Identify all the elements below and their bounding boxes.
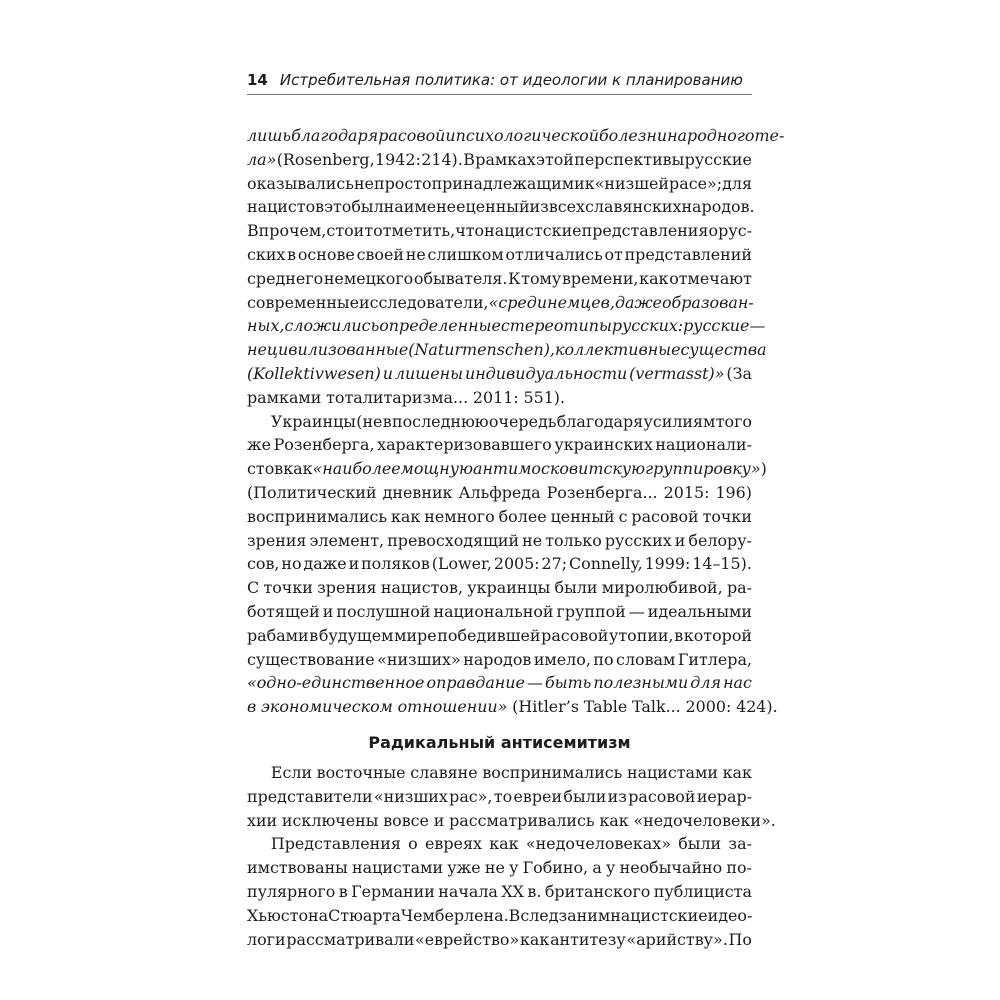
text-word: нацистские: [610, 905, 708, 925]
text-word: лишь: [247, 126, 292, 145]
text-word: (За: [726, 363, 752, 383]
body-text: [247, 124, 785, 951]
text-word: белору-: [688, 530, 752, 550]
text-word: публициста: [653, 881, 752, 901]
text-line: [247, 505, 752, 529]
text-word: Впрочем,: [247, 221, 327, 241]
text-word: евреи: [513, 786, 563, 806]
text-word: но: [281, 554, 302, 574]
text-word: нацистские: [484, 221, 582, 241]
text-word: вовсе: [383, 810, 429, 830]
text-line: [247, 148, 752, 172]
text-word: точки: [263, 578, 313, 598]
text-word: к: [584, 173, 595, 193]
text-word: 214).: [421, 149, 463, 169]
text-block-after-heading: [247, 761, 776, 951]
text-word: словам: [616, 649, 676, 669]
text-word: 424).: [736, 697, 778, 717]
text-word: 2015:: [663, 482, 710, 502]
text-word: 1999:: [644, 554, 691, 574]
text-word: и: [433, 810, 445, 830]
text-line: [247, 362, 752, 386]
text-line: [247, 386, 752, 410]
text-word: не: [484, 858, 505, 878]
text-word: как: [599, 810, 629, 830]
text-line: [247, 576, 752, 600]
text-word: ных,: [247, 316, 285, 336]
text-word: для: [722, 173, 752, 193]
text-word: это: [324, 197, 352, 217]
text-word: рус-: [718, 221, 752, 241]
text-word: благодаря: [556, 411, 644, 431]
text-word: оправдание: [426, 673, 525, 693]
text-word: принадлежащими: [431, 173, 585, 193]
text-line: [247, 529, 752, 553]
text-word: народов.: [681, 197, 755, 217]
text-word: идеальными: [647, 601, 752, 621]
text-word: более: [498, 506, 547, 526]
text-word: —: [749, 316, 766, 336]
text-word: ): [760, 459, 767, 479]
text-word: как: [722, 762, 752, 782]
text-word: очередь: [488, 411, 557, 431]
text-word: русских:: [611, 316, 684, 336]
text-word: ценный: [550, 506, 615, 526]
text-word: ботящей: [247, 601, 320, 621]
text-line: [247, 904, 752, 928]
text-word: экономическом: [261, 697, 393, 717]
text-word: те-: [754, 126, 785, 145]
text-word: превосходящий: [387, 530, 520, 550]
running-header-title: Истребительная политика: от идеологии к планированию: [279, 71, 743, 89]
text-word: Германии: [351, 881, 435, 901]
text-word: в: [382, 411, 392, 431]
text-word: исследователи,: [359, 292, 489, 312]
text-word: что: [455, 221, 485, 241]
text-line: [247, 267, 752, 291]
text-word: по-: [726, 858, 752, 878]
text-word: нецивилизованные: [247, 340, 409, 360]
text-word: рабами: [247, 625, 309, 645]
text-word: отмечают: [669, 268, 752, 288]
text-line: [247, 243, 752, 267]
text-word: русские: [683, 316, 750, 336]
text-word: быть: [544, 673, 592, 693]
text-word: «еврейство»: [415, 929, 520, 949]
text-word: своей: [356, 244, 404, 264]
text-word: этой: [536, 149, 574, 169]
text-word: «арийству».: [626, 929, 728, 949]
text-word: современные: [247, 292, 359, 312]
text-word: а: [592, 858, 602, 878]
text-word: образован-: [661, 292, 754, 312]
text-word: расовой: [631, 506, 699, 526]
text-word: мире: [394, 625, 437, 645]
text-word: даже: [614, 292, 662, 312]
text-word: группой: [556, 601, 626, 621]
text-word: сов,: [247, 554, 280, 574]
text-line: [247, 172, 752, 196]
text-word: расе»;: [669, 173, 723, 193]
text-word: британского: [544, 881, 651, 901]
text-word: «среди: [488, 292, 548, 312]
text-word: национали-: [655, 435, 752, 455]
text-word: отметить,: [373, 221, 456, 241]
text-word: от: [604, 244, 623, 264]
text-line: [247, 785, 752, 809]
text-word: 2011:: [472, 387, 519, 407]
text-word: Украинцы: [270, 411, 356, 431]
text-word: (Rosenberg,: [276, 149, 375, 169]
text-word: Table: [583, 697, 628, 717]
text-word: нас: [723, 673, 752, 693]
text-word: стереотипы: [500, 316, 612, 336]
text-word: нацистами: [626, 762, 718, 782]
text-word: даже: [303, 554, 347, 574]
text-word: о: [708, 221, 719, 241]
text-word: и: [348, 554, 360, 574]
text-word: пулярного: [247, 881, 336, 901]
text-line: [247, 195, 755, 219]
text-word: антимосковитскую: [472, 459, 646, 479]
text-word: 551).: [523, 387, 566, 407]
text-word: ценный: [465, 197, 530, 217]
text-word: Talk...: [632, 697, 681, 717]
text-word: не: [405, 244, 426, 264]
text-word: группировку»: [645, 459, 761, 479]
text-word: и: [674, 530, 686, 550]
text-word: украинцы: [467, 578, 551, 598]
text-word: характеризовавшего: [377, 435, 552, 455]
text-word: XX: [501, 881, 524, 901]
running-header: [247, 70, 752, 95]
text-word: Гобино,: [522, 858, 589, 878]
text-word: по: [593, 649, 614, 669]
text-word: —: [526, 673, 543, 693]
text-word: у: [509, 858, 519, 878]
text-word: стов: [247, 459, 284, 479]
text-word: оказывались: [247, 173, 354, 193]
text-word: существа: [680, 340, 767, 360]
text-word: утопии,: [609, 625, 674, 645]
text-line: [247, 671, 752, 695]
text-word: в: [338, 881, 348, 901]
text-word: в: [247, 697, 257, 717]
text-word: расовой: [541, 625, 609, 645]
text-word: уже: [447, 858, 481, 878]
text-line: [247, 552, 752, 576]
text-line: [247, 624, 752, 648]
text-word: элемент,: [309, 530, 385, 550]
text-word: и: [382, 363, 393, 383]
text-word: психологической: [455, 126, 599, 145]
text-word: точки: [702, 506, 752, 526]
text-word: «недочеловеках»: [525, 834, 671, 854]
text-line: [247, 880, 752, 904]
text-word: перспективы: [574, 149, 685, 169]
text-word: славяне: [410, 762, 478, 782]
text-word: «низших»: [377, 649, 461, 669]
text-word: не: [522, 530, 543, 550]
text-word: Если: [270, 762, 313, 782]
text-line: [247, 695, 778, 719]
text-word: слишком: [427, 244, 504, 264]
text-word: антитезу: [550, 929, 626, 949]
text-word: нацистов: [247, 197, 325, 217]
text-word: —: [628, 601, 645, 621]
text-line: [247, 832, 752, 856]
text-word: как: [489, 834, 519, 854]
text-word: рассматривали: [286, 929, 415, 949]
text-word: среднего: [247, 268, 324, 288]
text-word: представлений: [624, 244, 752, 264]
text-word: 2000:: [685, 697, 732, 717]
text-block-before-heading: [247, 124, 785, 719]
text-word: существование: [247, 649, 375, 669]
page-number: 14: [247, 71, 268, 89]
text-word: (vermasst)»: [629, 363, 725, 383]
text-word: были: [678, 834, 722, 854]
text-word: коллективные: [554, 340, 681, 360]
text-word: «низшей: [594, 173, 670, 193]
text-word: имело,: [533, 649, 591, 669]
text-word: исключены: [281, 810, 379, 830]
text-word: только: [545, 530, 602, 550]
text-word: 2005:: [493, 554, 540, 574]
text-word: Представления: [270, 834, 401, 854]
text-word: воспринимались: [482, 762, 623, 782]
text-word: представления: [581, 221, 709, 241]
text-word: Гитлера,: [677, 649, 752, 669]
text-word: стоит: [326, 221, 374, 241]
text-word: 14–15).: [692, 554, 752, 574]
text-word: у: [606, 858, 616, 878]
text-line: [247, 856, 752, 880]
text-word: будущем: [318, 625, 394, 645]
text-line: [247, 761, 752, 785]
text-word: тоталитаризма...: [326, 387, 469, 407]
text-word: хии: [247, 810, 278, 830]
text-word: 1942:: [375, 149, 421, 169]
text-word: восточные: [316, 762, 406, 782]
text-word: с: [618, 506, 628, 526]
text-word: расовой: [378, 126, 446, 145]
text-word: полезными: [593, 673, 689, 693]
text-word: Альфреда: [458, 482, 541, 502]
text-word: отношении»: [397, 697, 508, 717]
text-word: из: [529, 197, 549, 217]
text-word: лишены: [394, 363, 464, 383]
text-word: определенные: [379, 316, 501, 336]
text-word: немного: [424, 506, 495, 526]
text-word: Чемберлена.: [400, 905, 509, 925]
text-word: По: [728, 929, 752, 949]
text-word: иерар-: [696, 786, 752, 806]
text-word: просто: [373, 173, 432, 193]
text-word: логи: [247, 929, 286, 949]
text-word: за-: [728, 834, 752, 854]
text-word: народов: [463, 649, 532, 669]
text-word: Стюарта: [328, 905, 401, 925]
text-word: из: [607, 786, 627, 806]
text-word: то: [493, 786, 513, 806]
text-word: наименее: [383, 197, 466, 217]
text-word: рассматривались: [449, 810, 595, 830]
text-word: обывателя.: [413, 268, 508, 288]
text-line: [247, 124, 785, 148]
text-word: поляков: [361, 554, 430, 574]
text-word: украинских: [554, 435, 653, 455]
text-line: [247, 928, 752, 952]
text-word: Розенберга,: [273, 435, 375, 455]
text-line: [247, 433, 752, 457]
text-line: [247, 457, 767, 481]
text-line: [247, 600, 752, 624]
text-word: Розенберга...: [546, 482, 658, 502]
text-word: народного: [667, 126, 755, 145]
text-word: В: [463, 149, 475, 169]
text-word: С: [247, 578, 260, 598]
text-word: ла»: [247, 149, 277, 169]
text-word: Вслед: [508, 905, 559, 925]
text-line: [247, 809, 776, 833]
text-word: основе: [297, 244, 355, 264]
section-heading: Радикальный антисемитизм: [368, 732, 631, 752]
text-word: и: [445, 126, 456, 145]
text-word: рамках: [475, 149, 536, 169]
text-word: тому: [521, 268, 562, 288]
text-word: К: [508, 268, 521, 288]
text-word: как: [519, 929, 550, 949]
text-word: миролюбивой,: [601, 578, 723, 598]
text-line: [247, 648, 752, 672]
text-word: (Naturmenschen),: [408, 340, 555, 360]
text-word: индивидуальности: [464, 363, 628, 383]
text-word: 196): [715, 482, 752, 502]
text-word: благодаря: [291, 126, 379, 145]
text-word: за: [558, 905, 577, 925]
text-word: расовой: [628, 786, 696, 806]
text-word: немецкого: [323, 268, 414, 288]
text-line: [247, 410, 752, 434]
text-word: национальной: [433, 601, 554, 621]
text-word: славянских: [585, 197, 682, 217]
text-word: последнюю: [392, 411, 489, 431]
text-word: как: [639, 268, 669, 288]
text-word: (не: [356, 411, 383, 431]
text-word: был: [351, 197, 384, 217]
text-word: русских: [604, 530, 672, 550]
text-word: болезни: [598, 126, 668, 145]
text-word: для: [690, 673, 722, 693]
text-word: не: [353, 173, 374, 193]
text-word: рас»,: [449, 786, 493, 806]
text-word: имствованы: [247, 858, 348, 878]
text-word: ских: [247, 244, 286, 264]
text-word: Хьюстона: [247, 905, 329, 925]
text-word: Connelly,: [568, 554, 643, 574]
text-word: (Политический: [247, 482, 377, 502]
text-line: [247, 291, 752, 315]
text-word: (Hitler’s: [512, 697, 579, 717]
text-word: сложились: [284, 316, 380, 336]
text-word: времени,: [561, 268, 639, 288]
text-word: ним: [576, 905, 611, 925]
text-word: отличались: [505, 244, 603, 264]
text-word: дневник: [382, 482, 453, 502]
text-word: воспринимались: [247, 506, 388, 526]
text-word: начала: [438, 881, 498, 901]
text-word: всех: [548, 197, 586, 217]
text-line: [247, 219, 752, 243]
text-word: как: [390, 506, 421, 526]
text-word: (Kollektivwesen): [247, 363, 381, 383]
text-word: ра-: [726, 578, 752, 598]
text-word: о: [408, 834, 418, 854]
text-word: идео-: [707, 905, 753, 925]
text-word: русские: [684, 149, 752, 169]
text-word: «низших: [373, 786, 448, 806]
text-word: немцев,: [547, 292, 615, 312]
text-word: необычайно: [619, 858, 723, 878]
text-word: послушной: [336, 601, 431, 621]
text-word: представители: [247, 786, 373, 806]
text-word: победившей: [437, 625, 541, 645]
text-word: были: [563, 786, 607, 806]
text-word: в.: [527, 881, 542, 901]
text-word: как: [283, 459, 313, 479]
text-word: в: [287, 244, 297, 264]
text-word: нацистов,: [380, 578, 463, 598]
text-word: усилиям: [643, 411, 716, 431]
text-word: же: [247, 435, 272, 455]
text-word: которой: [683, 625, 752, 645]
text-word: мощную: [400, 459, 473, 479]
text-word: в: [309, 625, 319, 645]
text-word: (Lower,: [431, 554, 492, 574]
text-word: зрения: [317, 578, 377, 598]
text-word: были: [554, 578, 598, 598]
text-word: нацистами: [352, 858, 444, 878]
text-word: 27;: [541, 554, 568, 574]
text-line: [247, 314, 766, 338]
text-word: евреях: [425, 834, 482, 854]
text-word: рамками: [247, 387, 322, 407]
text-word: «наиболее: [312, 459, 401, 479]
text-word: «недочеловеки».: [633, 810, 776, 830]
text-word: зрения: [247, 530, 307, 550]
text-word: «одно-единственное: [247, 673, 425, 693]
text-line: [247, 338, 767, 362]
text-word: и: [322, 601, 334, 621]
text-word: в: [674, 625, 684, 645]
text-line: [247, 481, 752, 505]
text-word: того: [715, 411, 752, 431]
